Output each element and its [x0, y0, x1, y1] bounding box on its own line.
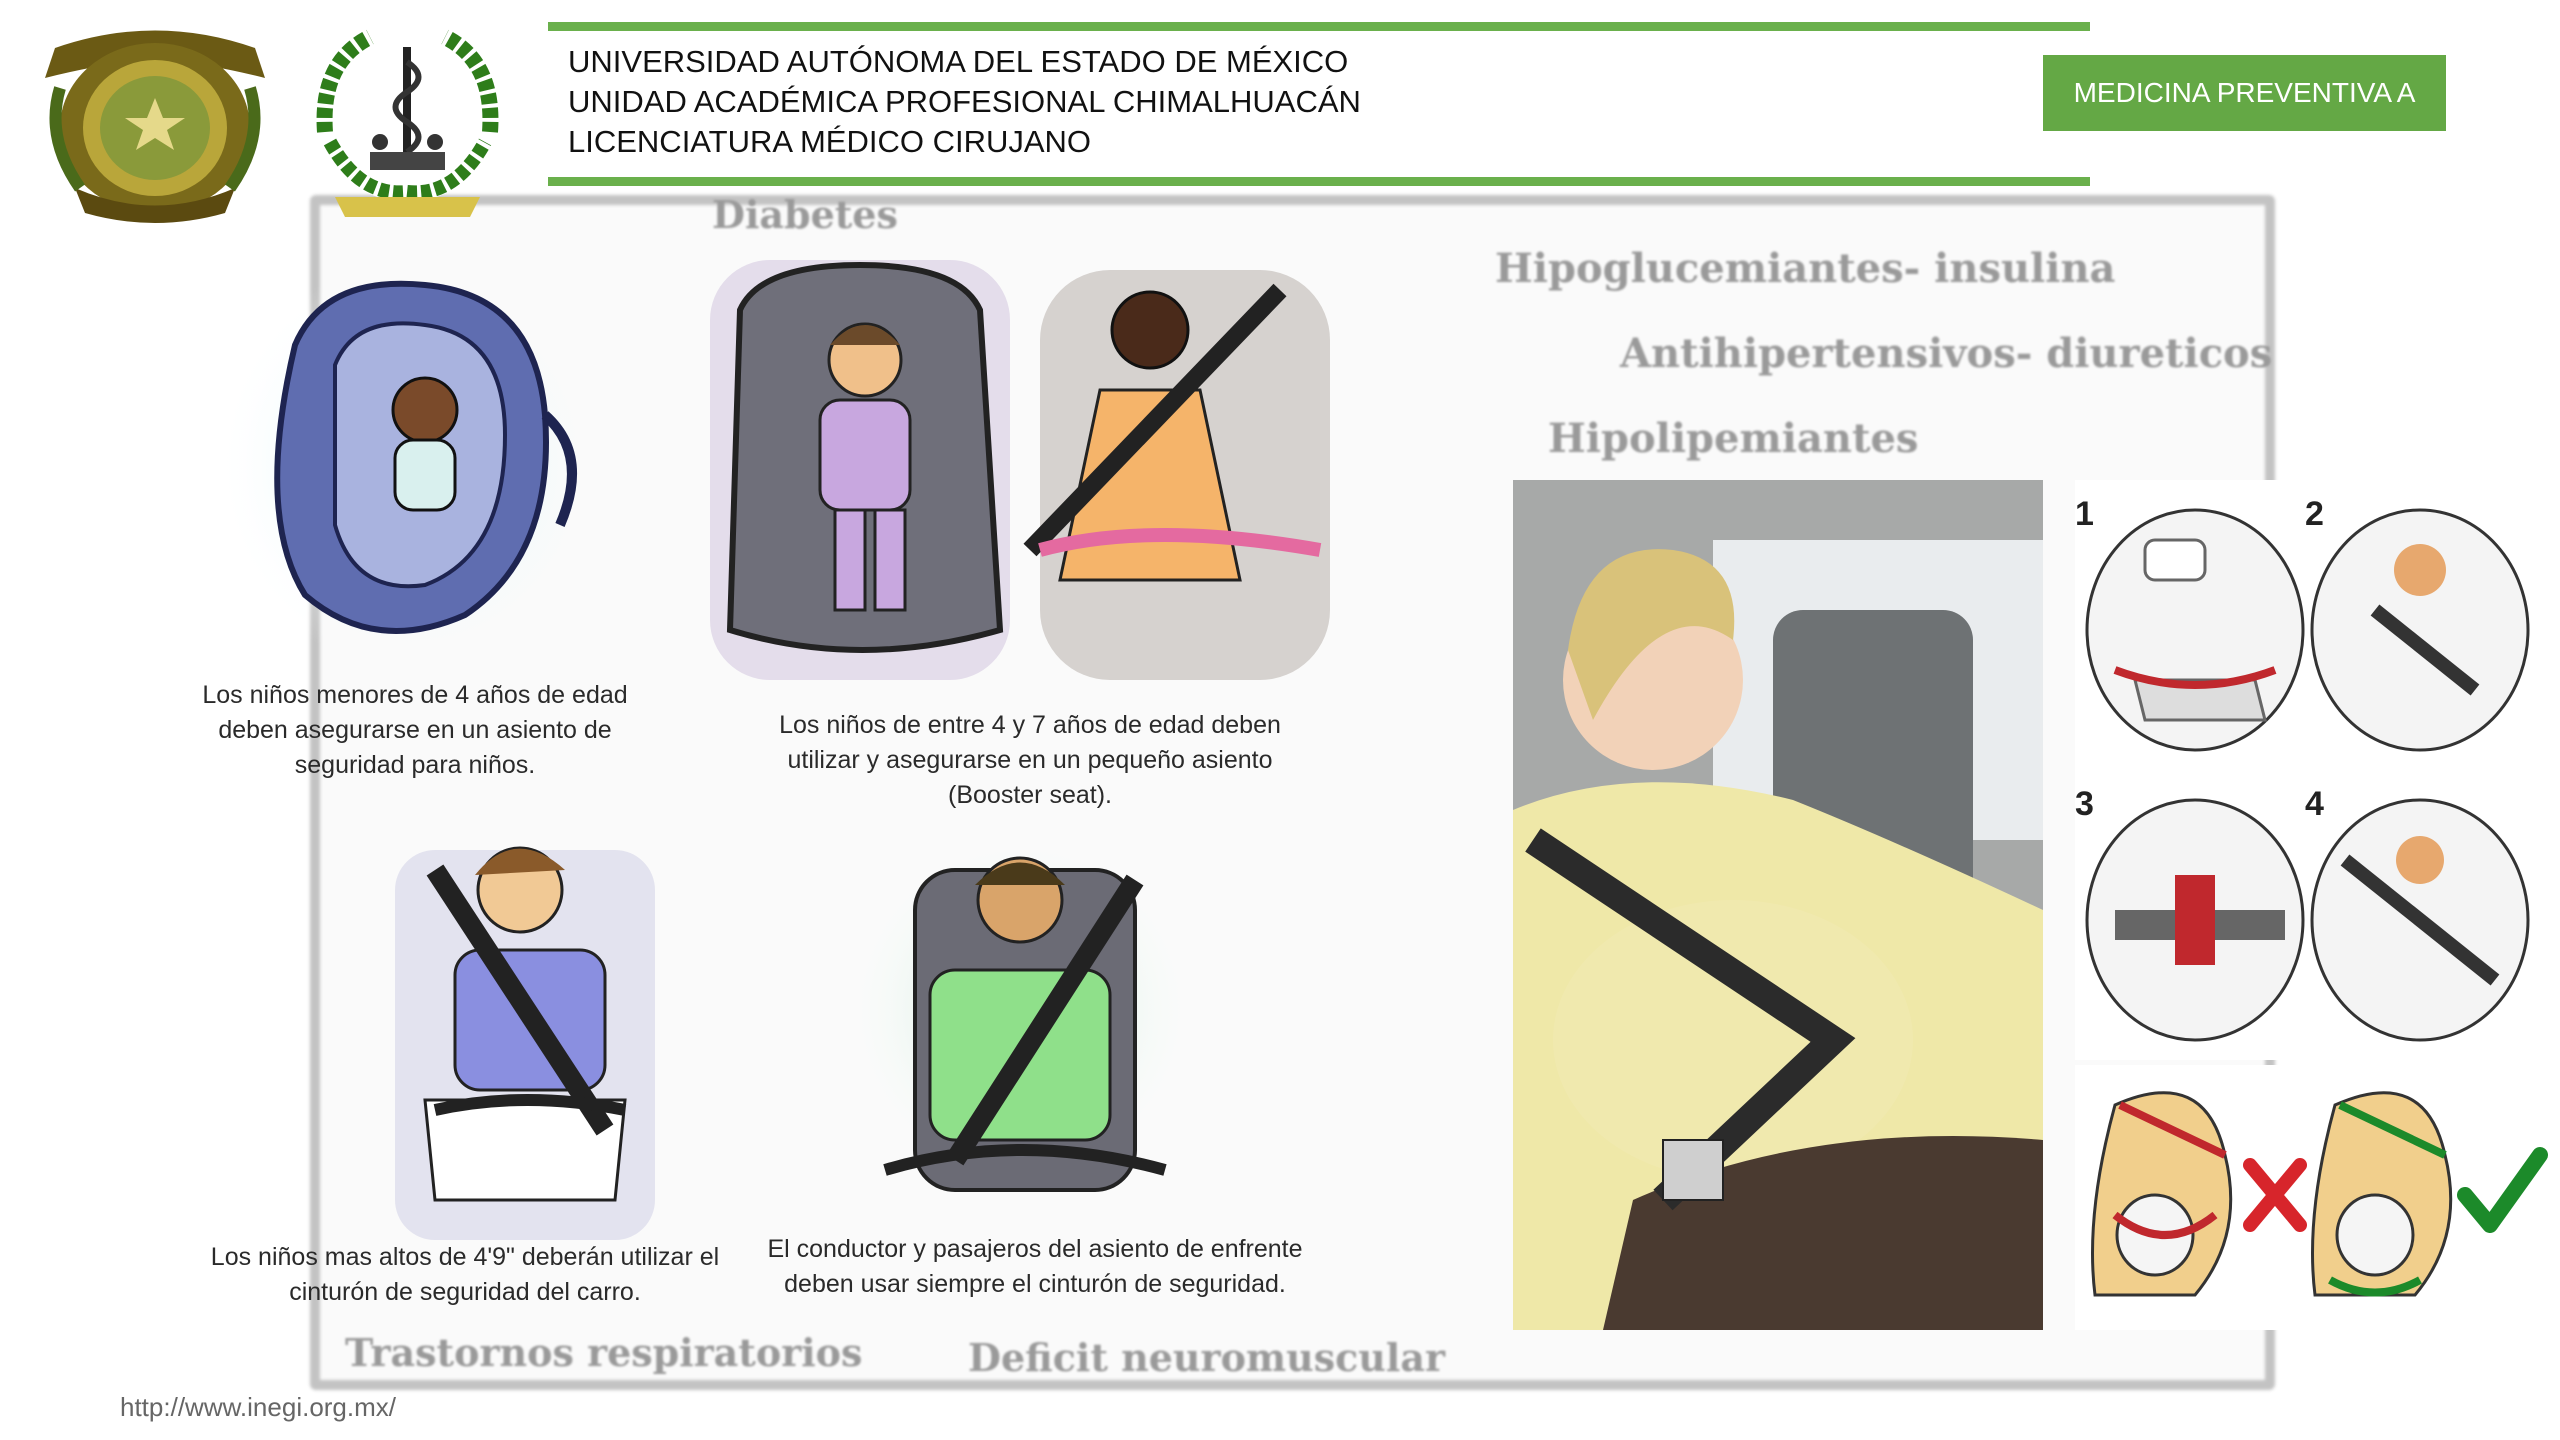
institution-line-1: UNIVERSIDAD AUTÓNOMA DEL ESTADO DE MÉXICO — [568, 44, 1349, 79]
course-badge: MEDICINA PREVENTIVA A — [2043, 55, 2446, 131]
incorrect-x-icon — [2250, 1165, 2300, 1225]
bg-text-antihipertensivos: Antihipertensivos- diureticos — [1620, 330, 2273, 377]
driver-seatbelt-illustration — [835, 830, 1205, 1210]
bg-text-hipoglucemiantes: Hipoglucemiantes- insulina — [1495, 245, 2116, 292]
tall-child-seatbelt-illustration — [375, 820, 675, 1240]
caption-driver: El conductor y pasajeros del asiento de enfrente deben usar siempre el cinturón de seguridad. — [767, 1235, 1303, 1298]
header-bottom-rule — [548, 177, 2090, 186]
step-number-1: 1 — [2075, 495, 2094, 533]
header-top-rule — [548, 22, 2090, 31]
step-number-4: 4 — [2305, 785, 2324, 823]
caption-infant-seat: Los niños menores de 4 años de edad deben asegurarse en un asiento de seguridad para niños. — [202, 681, 628, 779]
booster-seat-illustration — [700, 250, 1340, 690]
seatbelt-steps-diagram — [2075, 480, 2555, 1060]
step-number-3: 3 — [2075, 785, 2094, 823]
step-number-2: 2 — [2305, 495, 2324, 533]
bg-text-diabetes: Diabetes — [712, 192, 898, 237]
bg-text-trastornos: Trastornos respiratorios — [345, 1330, 863, 1375]
caption-tall-child: Los niños mas altos de 4'9" deberán utilizar el cinturón de seguridad del carro. — [210, 1243, 720, 1306]
bg-text-deficit: Deficit neuromuscular — [968, 1335, 1445, 1380]
uap-chimalhuacan-logo — [300, 12, 515, 224]
bg-text-hipolipemiantes: Hipolipemiantes — [1548, 415, 1919, 462]
correct-check-icon — [2465, 1155, 2540, 1225]
belt-placement-comparison — [2075, 1065, 2555, 1330]
institution-heading — [568, 42, 1361, 162]
pregnant-driver-photo — [1513, 480, 2043, 1330]
caption-booster-seat: Los niños de entre 4 y 7 años de edad deben utilizar y asegurarse en un pequeño asiento (Booster seat). — [779, 711, 1281, 809]
institution-line-2: UNIDAD ACADÉMICA PROFESIONAL CHIMALHUACÁN — [568, 84, 1361, 119]
infant-seat-illustration — [215, 255, 605, 670]
uaem-crest-logo — [35, 18, 275, 223]
institution-line-3: LICENCIATURA MÉDICO CIRUJANO — [568, 124, 1092, 159]
source-url: http://www.inegi.org.mx/ — [120, 1392, 396, 1422]
